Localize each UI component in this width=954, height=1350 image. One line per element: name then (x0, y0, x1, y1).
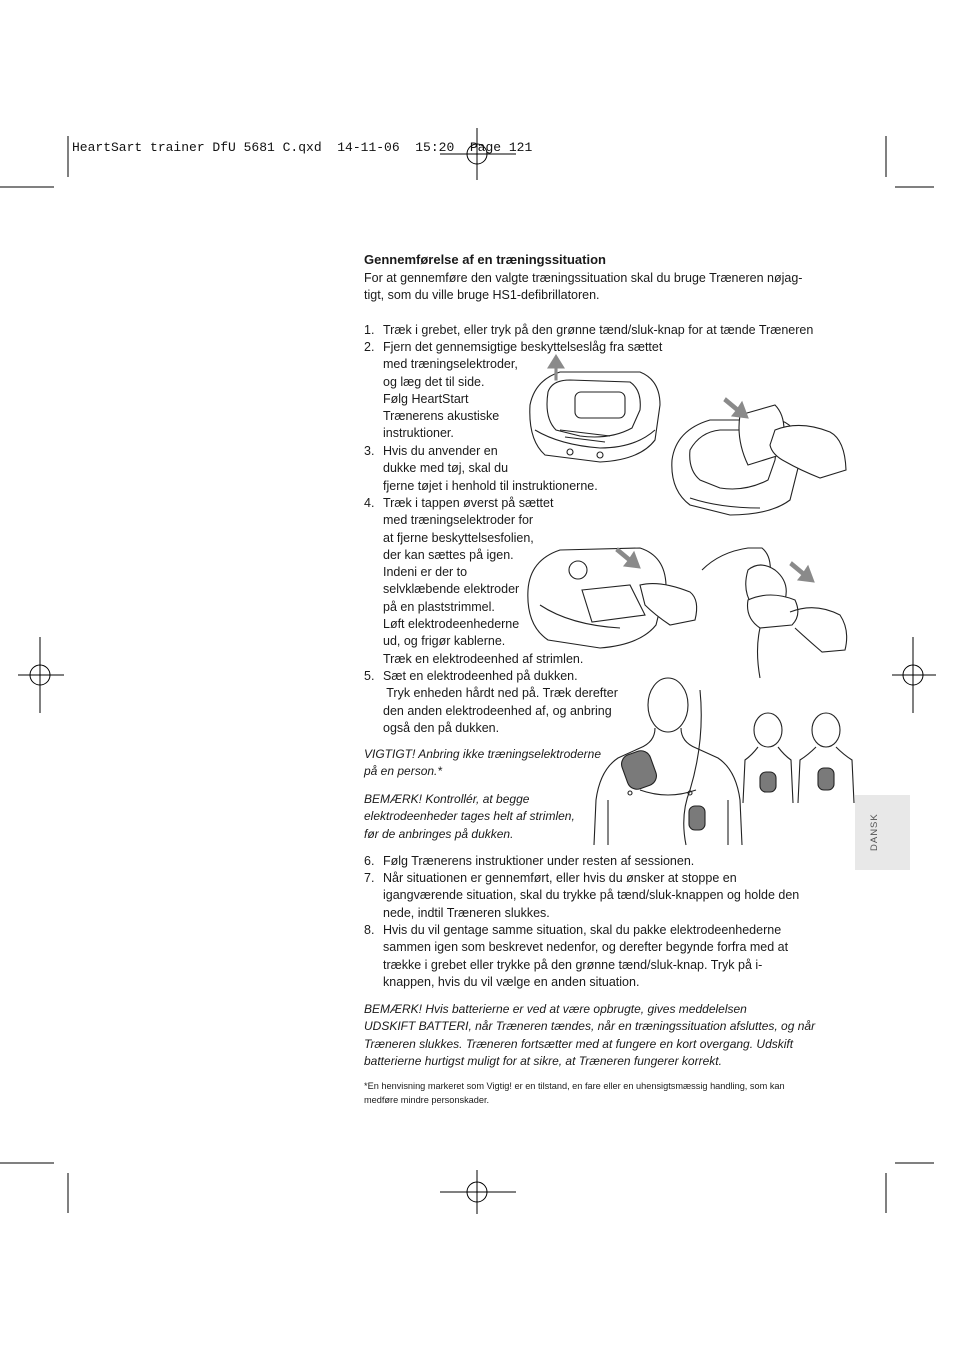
list-item: 7. Når situationen er gennemført, eller hvis du ønsker at stoppe en igangværende situation, skal du trykke på tænd/sluk-knappen og holde den nede, indtil Træneren slukkes. (364, 871, 800, 920)
intro-paragraph: For at gennemføre den valgte træningssituation skal du bruge Træneren nøjag- tigt, som du ville bruge HS1-defibrillatoren. (364, 271, 803, 303)
language-side-tab (855, 795, 910, 870)
note-battery: BEMÆRK! Hvis batterierne er ved at være opbrugte, gives meddelelsen UDSKIFT BATTERI, når Træneren tændes, når en træningssituation afsluttes, og når Træneren slukkes. Træneren fortsætter med at fungere en kort overgang. Udskift batterierne hurtigst muligt for at sikre, at Træneren fungerer korrekt. (364, 1002, 816, 1068)
file-slug: HeartSart trainer DfU 5681 C.qxd 14-11-06 15:20 Page 121 (72, 140, 533, 155)
arrow-diagonal-icon (616, 548, 640, 568)
trainer-device-illustration (672, 405, 846, 515)
manikin-child-back-illustration (798, 713, 854, 803)
list-item: 4. Træk i tappen øverst på sættet med træningselektroder for at fjerne beskyttelsesfolien, der kan sættes på igen. Indeni er der to selvklæbende elektroder på en plaststrimmel. Løft elektrodeenhederne ud, og frigør kablerne. Træk en elektrodeenhed af strimlen. (364, 496, 584, 666)
list-item: 5. Sæt en elektrodeenhed på dukken. Tryk enheden hårdt ned på. Træk derefter den anden elektrodeenhed af, og anbring også den på dukken. (364, 669, 618, 735)
note-check-pads: BEMÆRK! Kontrollér, at begge elektrodeenheder tages helt af strimlen, før de anbringes på dukken. (364, 792, 575, 841)
list-item: 1. Træk i grebet, eller tryk på den grønne tænd/sluk-knap for at tænde Træneren (364, 323, 814, 337)
list-item: 8. Hvis du vil gentage samme situation, skal du pakke elektrodeenhederne sammen igen som beskrevet nedenfor, og derefter begynde forfra med at trække i grebet eller trykke på den grønne tænd/sluk-knap. Tryk på i- knappen, hvis du vil vælge en anden situation. (364, 923, 789, 989)
section-heading: Gennemførelse af en træningssituation (364, 252, 606, 267)
list-item: 3. Hvis du anvender en dukke med tøj, skal du fjerne tøjet i henhold til instruktionerne. (364, 444, 598, 493)
arrow-diagonal-icon (790, 562, 814, 582)
manikin-child-front-illustration (743, 713, 793, 803)
electrode-pads-illustration (702, 548, 847, 678)
list-item: 2. Fjern det gennemsigtige beskyttelseslåg fra sættet med træningselektroder, og læg det til side. Følg HeartStart Trænerens akustiske instruktioner. (364, 340, 663, 441)
arrow-diagonal-icon (724, 398, 748, 418)
language-label: DANSK (869, 813, 880, 851)
important-note: VIGTIGT! Anbring ikke træningselektroderne på en person.* (364, 747, 601, 779)
footnote: *En henvisning markeret som Vigtig! er en tilstand, en fare eller en uhensigtsmæssig handling, som kan medføre mindre personskader. (364, 1081, 785, 1105)
list-item: 6. Følg Trænerens instruktioner under resten af sessionen. (364, 854, 695, 868)
